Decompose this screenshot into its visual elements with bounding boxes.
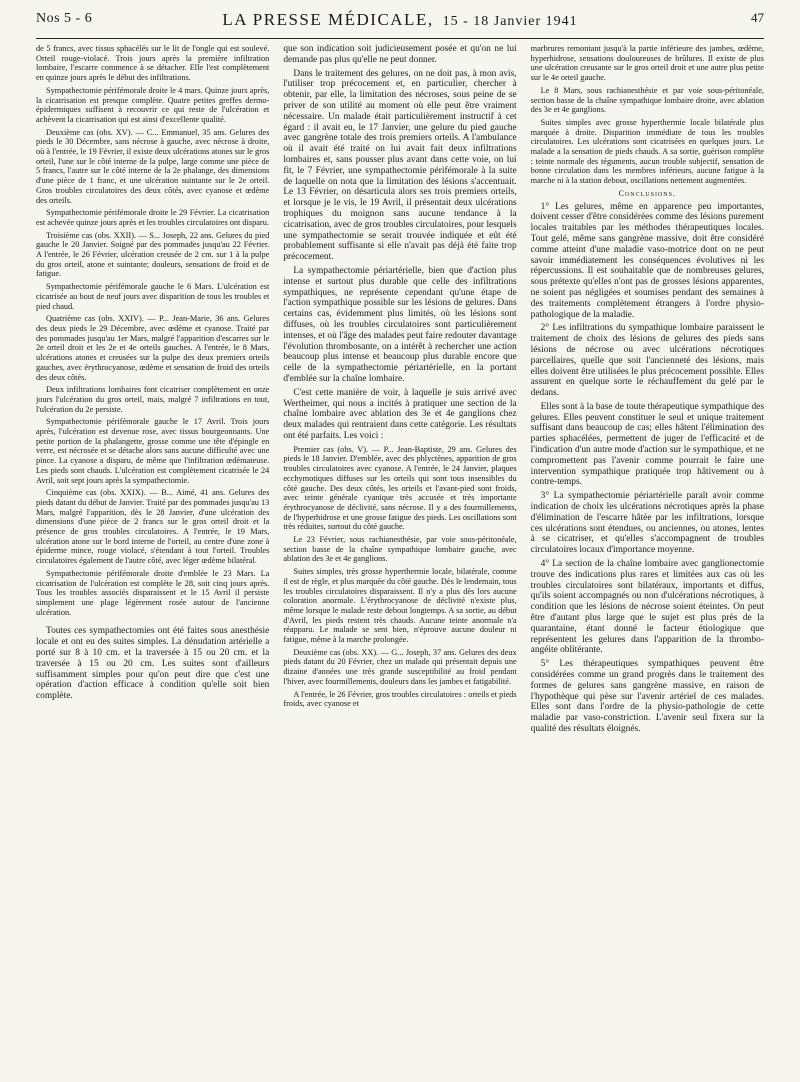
- paragraph: Sympathectomie périfémorale gauche le 17 Avril. Trois jours après, l'ulcération est devenue rose, avec tissus bourgeonnants. Une petite portion de la phalangette, grosse comme une tête d'épingle en verre, est nécrosée et se détache alors sans aucune difficulté avec une pince. La cyanose a disparu, de même que l'infiltration œdémateuse. Les pieds sont chauds. L'ulcération est complètement cicatrisée le 24 Avril, soit sept jours après la sympathectomie.: [36, 417, 270, 485]
- column-3: [531, 44, 764, 1074]
- header-center: [36, 10, 764, 30]
- case-paragraph: Premier cas (obs. V). — P... Jean-Baptiste, 29 ans. Gelures des pieds le 18 Janvier. D'emblée, avec des phlyctènes, apparition de gros troubles circulatoires avec cyanose. A l'entrée, le 24 Janvier, plaques ecchymotiques diffuses sur les orteils qui sont tous insensibles du côté gauche. Des deux côtés, les orteils et l'avant-pied sont froids, avec teinte générale cyanique très accusée et très importante érythrocyanose de déclivité, sans nécrose. Il y a des fourmillements, de l'hyperhidrose et une grosse fatigue des pieds. Les oscillations sont très réduites, surtout du côté gauche.: [283, 444, 517, 532]
- paragraph: Toutes ces sympathectomies ont été faites sous anesthésie locale et ont eu des suites simples. La dénudation artérielle a porté sur 8 à 10 cm. et la traversée à 15 ou 20 cm. et la traversée à 15 ou 20 cm. Les suites sont d'ailleurs suffisamment simples pour qu'on peut dire que c'est une opération d'action efficace à condition qu'elle soit bien complète.: [36, 626, 270, 702]
- paragraph: Suites simples, très grosse hyperthermie locale, bilatérale, comme il est de règle, et plus marquée du côté gauche. Dès le lendemain, tous les troubles circulatoires disparaissent. Il n'y a plus dès lors aucune coloration anormale. L'érythrocyanose de déclivité n'existe plus, même lorsque le malade reste debout longtemps. A sa sortie, au début d'Avril, les pieds restent très chauds. Aucune teinte anormale n'a réapparu. Le malade se sent bien, n'éprouve aucune douleur ni fatigue, même à la marche prolongée.: [283, 567, 517, 645]
- issue-number: Nos 5 - 6: [36, 11, 93, 26]
- conclusion-item: 1° Les gelures, même en apparence peu importantes, doivent cesser d'être considérées comme des lésions purement locales traitables par les méthodes thérapeutiques locales. Tout gelé, même sans gangrène massive, doit être considéré comme atteint d'une maladie vaso-motrice dont on ne peut savoir immédiatement les conséquences évolutives ni les répercussions. Il est souhaitable que de nombreuses gelures, sous prétexte qu'elles n'ont pas de grosses lésions apparentes, ne soient pas négligées et soumises pendant des semaines à des traitements complètement étrangers à l'ordre physio-pathologique de la maladie.: [530, 201, 764, 320]
- case-paragraph: Cinquième cas (obs. XXIX). — B... Aimé, 41 ans. Gelures des pieds datant du début de Janvier. Traité par des pommades jusqu'au 13 Mars, malgré l'apparition, dès le 28 Janvier, d'une ulcération des dimensions d'une pièce de 2 francs sur le gros orteil droit et la présence de gros troubles circulatoires. A l'entrée, le 19 Mars, ulcération atone sur le bord interne de l'orteil, au centre d'une zone à épiderme mince, rouge violacé, s'étendant à tout l'orteil. Troubles circulatoires également de l'autre côté, avec léger œdème bilatéral.: [36, 488, 270, 566]
- page-header: [36, 10, 764, 38]
- paragraph: Dans le traitement des gelures, on ne doit pas, à mon avis, l'utiliser trop précocement et, en particulier, chercher à obtenir, par elle, la limitation des nécroses, sous peine de se priver de son utilité au moment où elle peut être vraiment nécessaire. Un malade était particulièrement instructif à cet égard : il avait eu, le 17 Janvier, une gelure du pied gauche avec gangrène totale des trois premiers orteils. A l'ambulance où il avait été traité on lui avait fait deux infiltrations lombaires et, sans pousser plus avant dans cette voie, on lui fit, le 7 Février, une sympathectomie périfémorale à la suite de laquelle on nota que la limitation des lésions s'accentuait. Le 13 Février, on désarticula alors ses trois premiers orteils, et lorsque je le vis, le 19 Avril, il présentait deux ulcérations trophiques du moignon sans aucune tendance à la cicatrisation, avec de gros troubles circulatoires, pour lesquels une sympathectomie se serait trouvée indiquée et eût été probablement suffisante si elle n'avait pas déjà été faite trop précocement.: [283, 68, 517, 263]
- column-2: [283, 44, 516, 1074]
- conclusion-item: 4° La section de la chaîne lombaire avec ganglionectomie trouve des indications plus rares et limitées aux cas où les troubles circulatoires sont bilatéraux, importants et diffus, qu'ils soient accompagnés ou non d'ulcérations nécrotiques, à condition que les lésions de nécrose soient éteintes. On peut être d'autant plus large que le sujet est plus près de la quarantaine, étant donné le facteur étiologique que représentent les gelures dans l'apparition de la thrombo-angéite oblitérante.: [530, 559, 764, 656]
- issue-date: 15 - 18 Janvier 1941: [442, 14, 578, 29]
- paragraph: Sympathectomie périfémorale gauche le 6 Mars. L'ulcération est cicatrisée au bout de neuf jours avec disparition de tous les troubles et pied chaud.: [36, 282, 270, 311]
- paragraph: Le 23 Février, sous rachianesthésie, par voie sous-péritonéale, section basse de la chaîne sympathique lombaire gauche, avec ablation des 3e et 4e ganglions.: [283, 535, 517, 564]
- paragraph: Suites simples avec grosse hyperthermie locale bilatérale plus marquée à droite. Disparition immédiate de tous les troubles circulatoires. Les ulcérations sont cicatrisées en quelques jours. Le malade a la sensation de pieds chauds. A sa sortie, guérison complète : teinte normale des téguments, aucun trouble subjectif, sensation de bonne circulation dans les membres inférieurs, aucune fatigue à la marche ni à la station debout, oscillations nettement augmentées.: [530, 117, 764, 186]
- paragraph: Sympathectomie périfémorale droite le 29 Février. La cicatrisation est achevée quinze jours après et les troubles circulatoires ont disparu.: [36, 208, 270, 227]
- paragraph: Deux infiltrations lombaires font cicatriser complètement en onze jours l'ulcération du gros orteil, mais, malgré 7 infiltrations en tout, l'ulcération du 2e persiste.: [36, 385, 270, 414]
- paragraph: de 5 francs, avec tissus sphacélés sur le lit de l'ongle qui est soulevé. Orteil rouge-violacé. Trois jours après la première infiltration lombaire, l'escarre commence à se détacher. Elle l'est complètement en quinze jours après le début des infiltrations.: [36, 44, 270, 83]
- case-paragraph: Quatrième cas (obs. XXIV). — P... Jean-Marie, 36 ans. Gelures des deux pieds le 29 Décembre, avec œdème et cyanose. Traité par des pommades jusqu'au 1er Mars, malgré l'apparition d'escarres sur le 2e orteil droit et les 2e et 4e orteils gauches. A l'entrée, le 8 Mars, ulcérations atones et creusées sur la pulpe des deux premiers orteils gauches, avec érythrocyanose, œdème et sensation de froid des orteils des deux côtés.: [36, 314, 270, 382]
- text-columns: [36, 44, 764, 1074]
- section-heading-conclusions: Conclusions.: [618, 188, 676, 198]
- case-paragraph: Deuxième cas (obs. XV). — C... Emmanuel, 35 ans. Gelures des pieds le 30 Décembre, sans nécrose à gauche, avec nécrose à droite, où à l'entrée, le 19 Février, il existe deux ulcérations atones sur le gros orteil, l'une sur le côté interne de la pulpe, large comme une pièce de 5 francs, l'autre sur le côté interne de la 2e phalange, des dimensions d'une pièce de 1 franc, et une ulcération suintante sur le 2e orteil. Gros troubles circulatoires des deux côtés, avec cyanose et œdème des orteils.: [36, 127, 270, 205]
- journal-title: LA PRESSE MÉDICALE,: [222, 10, 434, 29]
- page-number: 47: [751, 10, 764, 25]
- conclusion-item: 3° La sympathectomie périartérielle paraît avoir comme indication de choix les ulcérations nécrotiques après la phase d'élimination de l'escarre hâtée par les infiltrations, lorsque ces ulcérations sont étendues, ou anciennes, ou atones, lentes à se cicatriser, et qu'elles s'accompagnent de troubles circulatoires locaux d'importance moyenne.: [530, 491, 764, 556]
- conclusion-item: 5° Les thérapeutiques sympathiques peuvent être considérées comme un grand progrès dans le traitement des formes de gelures sans gangrène massive, en raison de l'hypothèque qui pèse sur l'avenir artériel de ces malades. Elles sont dans l'ordre de la physio-pathologie de cette maladie par vaso-constriction. L'avenir seul fixera sur la qualité des résultats éloignés.: [530, 659, 764, 734]
- paragraph: Le 8 Mars, sous rachianesthésie et par voie sous-péritonéale, section basse de la chaîne sympathique lombaire droite, avec ablation des 3e et 4e ganglions.: [530, 85, 764, 115]
- paragraph: que son indication soit judicieusement posée et qu'on ne lui demande pas plus qu'elle ne peut donner.: [283, 44, 517, 65]
- paragraph: marbrures remontant jusqu'à la partie inférieure des jambes, œdème, hyperhidrose, sensations douloureuses de brûlures. Il existe de plus une ulcération creusante sur le gros orteil droit et une autre plus petite sur le 4e orteil gauche.: [530, 44, 764, 83]
- header-rule: [36, 38, 764, 39]
- paragraph: A l'entrée, le 26 Février, gros troubles circulatoires : orteils et pieds froids, avec cyanose et: [283, 689, 517, 709]
- paragraph: Sympathectomie périfémorale droite le 4 mars. Quinze jours après, la cicatrisation est presque complète. Quatre petites greffes dermo-épidermiques suffisent à recouvrir ce qui reste de l'ulcération et achèvent la cicatrisation qui est ainsi d'excellente qualité.: [36, 85, 270, 124]
- case-paragraph: Deuxième cas (obs. XX). — G... Joseph, 37 ans. Gelures des deux pieds datant du 20 Février, chez un malade qui présentait depuis une dizaine d'années une très grande susceptibilité au froid pendant l'hiver, avec fourmillements, douleurs dans les jambes et fatigabilité.: [283, 647, 517, 686]
- case-paragraph: Troisième cas (obs. XXII). — S... Joseph, 22 ans. Gelures du pied gauche le 20 Janvier. Soigné par des pommades jusqu'au 22 Février. A l'entrée, le 26 Février, ulcération creusée de 2 cm. sur 1 à la pulpe du gros orteil, atone et suintante; douleurs, sensations de froid et de fatigue.: [36, 230, 270, 279]
- conclusion-item: 2° Les infiltrations du sympathique lombaire paraissent le traitement de choix des lésions de gelures des pieds sans lésions de nécrose ou avec ulcérations nécrotiques parcellaires, quelle que soit l'ancienneté des lésions, mais elles doivent être utilisées le plus précocement possible. Elles assurent en quelque sorte le réchauffement du gelé par le dedans.: [530, 323, 764, 399]
- column-1: [36, 44, 269, 1074]
- paragraph: C'est cette manière de voir, à laquelle je suis arrivé avec Wertheimer, qui nous a incités à pratiquer une section de la chaîne lombaire avec ablation des 3e et 4e ganglions chez deux malades qui rentraient dans cette catégorie. Les résultats ont été parfaits. Les voici :: [283, 387, 517, 441]
- conclusion-item: Elles sont à la base de toute thérapeutique sympathique des gelures. Elles peuvent constituer le seul et unique traitement suffisant dans beaucoup de cas; elles hâtent l'élimination des parties sphacélées, permettent de juger de l'efficacité et de l'indication d'un autre mode d'action sur le sympathique, et ne compromettent pas l'avenir comme pourrait le faire une intervention sympathique pratiquée trop hâtivement ou à contre-temps.: [530, 401, 764, 488]
- paragraph: La sympathectomie périartérielle, bien que d'action plus intense et surtout plus durable que celle des infiltrations sympathiques, ne représente cependant qu'une étape de l'action sympathique possible sur les lésions de gelures. Dans certains cas, évidemment plus limités, où les lésions sont diffuses, où les troubles circulatoires sont particulièrement intenses, et où l'âge des malades peut faire redouter davantage l'évolution thrombosante, on a intérêt à rechercher une action beaucoup plus intense et beaucoup plus durable encore que celle de la sympathectomie périartérielle, en la portant d'emblée sur la chaîne lombaire.: [283, 265, 517, 384]
- paragraph: Sympathectomie périfémorale droite d'emblée le 23 Mars. La cicatrisation de l'ulcération est complète le 28, soit cinq jours après. Tous les troubles associés disparaissent et le 15 Avril il persiste simplement une plage légèrement rosée autour de l'ancienne ulcération.: [36, 568, 270, 617]
